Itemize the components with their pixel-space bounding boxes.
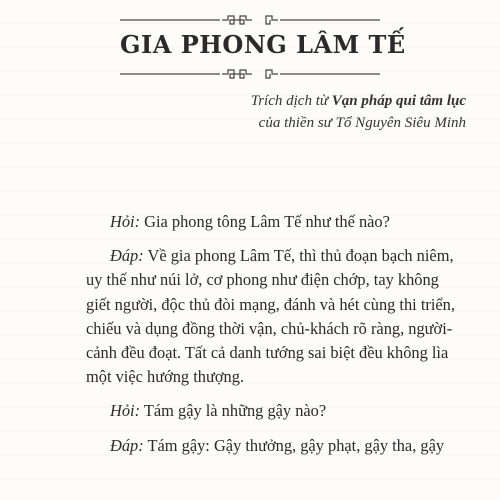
- line-text: cảnh đều đoạt. Tất cả danh tướng sai biệt đều không lìa: [86, 343, 449, 363]
- text-line: [86, 365, 431, 389]
- page-title: GIA PHONG LÂM TẾ: [120, 30, 406, 59]
- line-text: Gia phong tông Lâm Tế như thế nào?: [144, 212, 390, 231]
- line-text: Tám gậy là những gậy nào?: [143, 401, 327, 421]
- speaker-label: Hỏi:: [110, 401, 141, 421]
- text-line: [86, 244, 454, 268]
- text-line: [86, 293, 455, 317]
- attribution-line-1: [251, 90, 466, 112]
- line-text: Về gia phong Lâm Tế, thì thủ đoạn bạch niêm,: [147, 246, 454, 266]
- line-text: giết người, độc thủ đòi mạng, đánh và hét cùng thi triển,: [86, 294, 455, 314]
- line-text: Tám gậy: Gậy thưởng, gậy phạt, gậy tha, gậy: [147, 435, 445, 455]
- text-line: [86, 268, 439, 292]
- speaker-label: Hỏi:: [110, 212, 141, 231]
- speaker-label: Đáp:: [110, 246, 144, 266]
- line-text: một việc hướng thượng.: [86, 367, 245, 387]
- paragraph: [86, 399, 431, 423]
- bottom-ornament-rule: [120, 68, 380, 80]
- chapter-heading: [120, 14, 406, 72]
- text-line: [86, 434, 445, 458]
- text-line: [86, 210, 431, 234]
- paragraph: [86, 434, 445, 458]
- body-text: [86, 210, 455, 468]
- attribution-line-2: của thiền sư Tổ Nguyên Siêu Minh: [258, 115, 466, 131]
- speaker-label: Đáp:: [110, 435, 144, 455]
- paragraph: [86, 210, 431, 234]
- text-line: [86, 317, 453, 341]
- source-book-title: Vạn pháp qui tâm lục: [331, 93, 466, 109]
- attribution-prefix: Trích dịch từ: [250, 93, 329, 109]
- source-attribution: [251, 90, 466, 134]
- line-text: chiếu và dụng đồng thời vận, chủ-khách rõ ràng, người-: [86, 318, 453, 338]
- line-text: uy thế như núi lở, cơ phong như điện chớp, tay không: [86, 270, 439, 290]
- text-line: [86, 399, 431, 423]
- paragraph: [86, 244, 455, 389]
- text-line: [86, 341, 449, 365]
- top-ornament-rule: [120, 14, 380, 26]
